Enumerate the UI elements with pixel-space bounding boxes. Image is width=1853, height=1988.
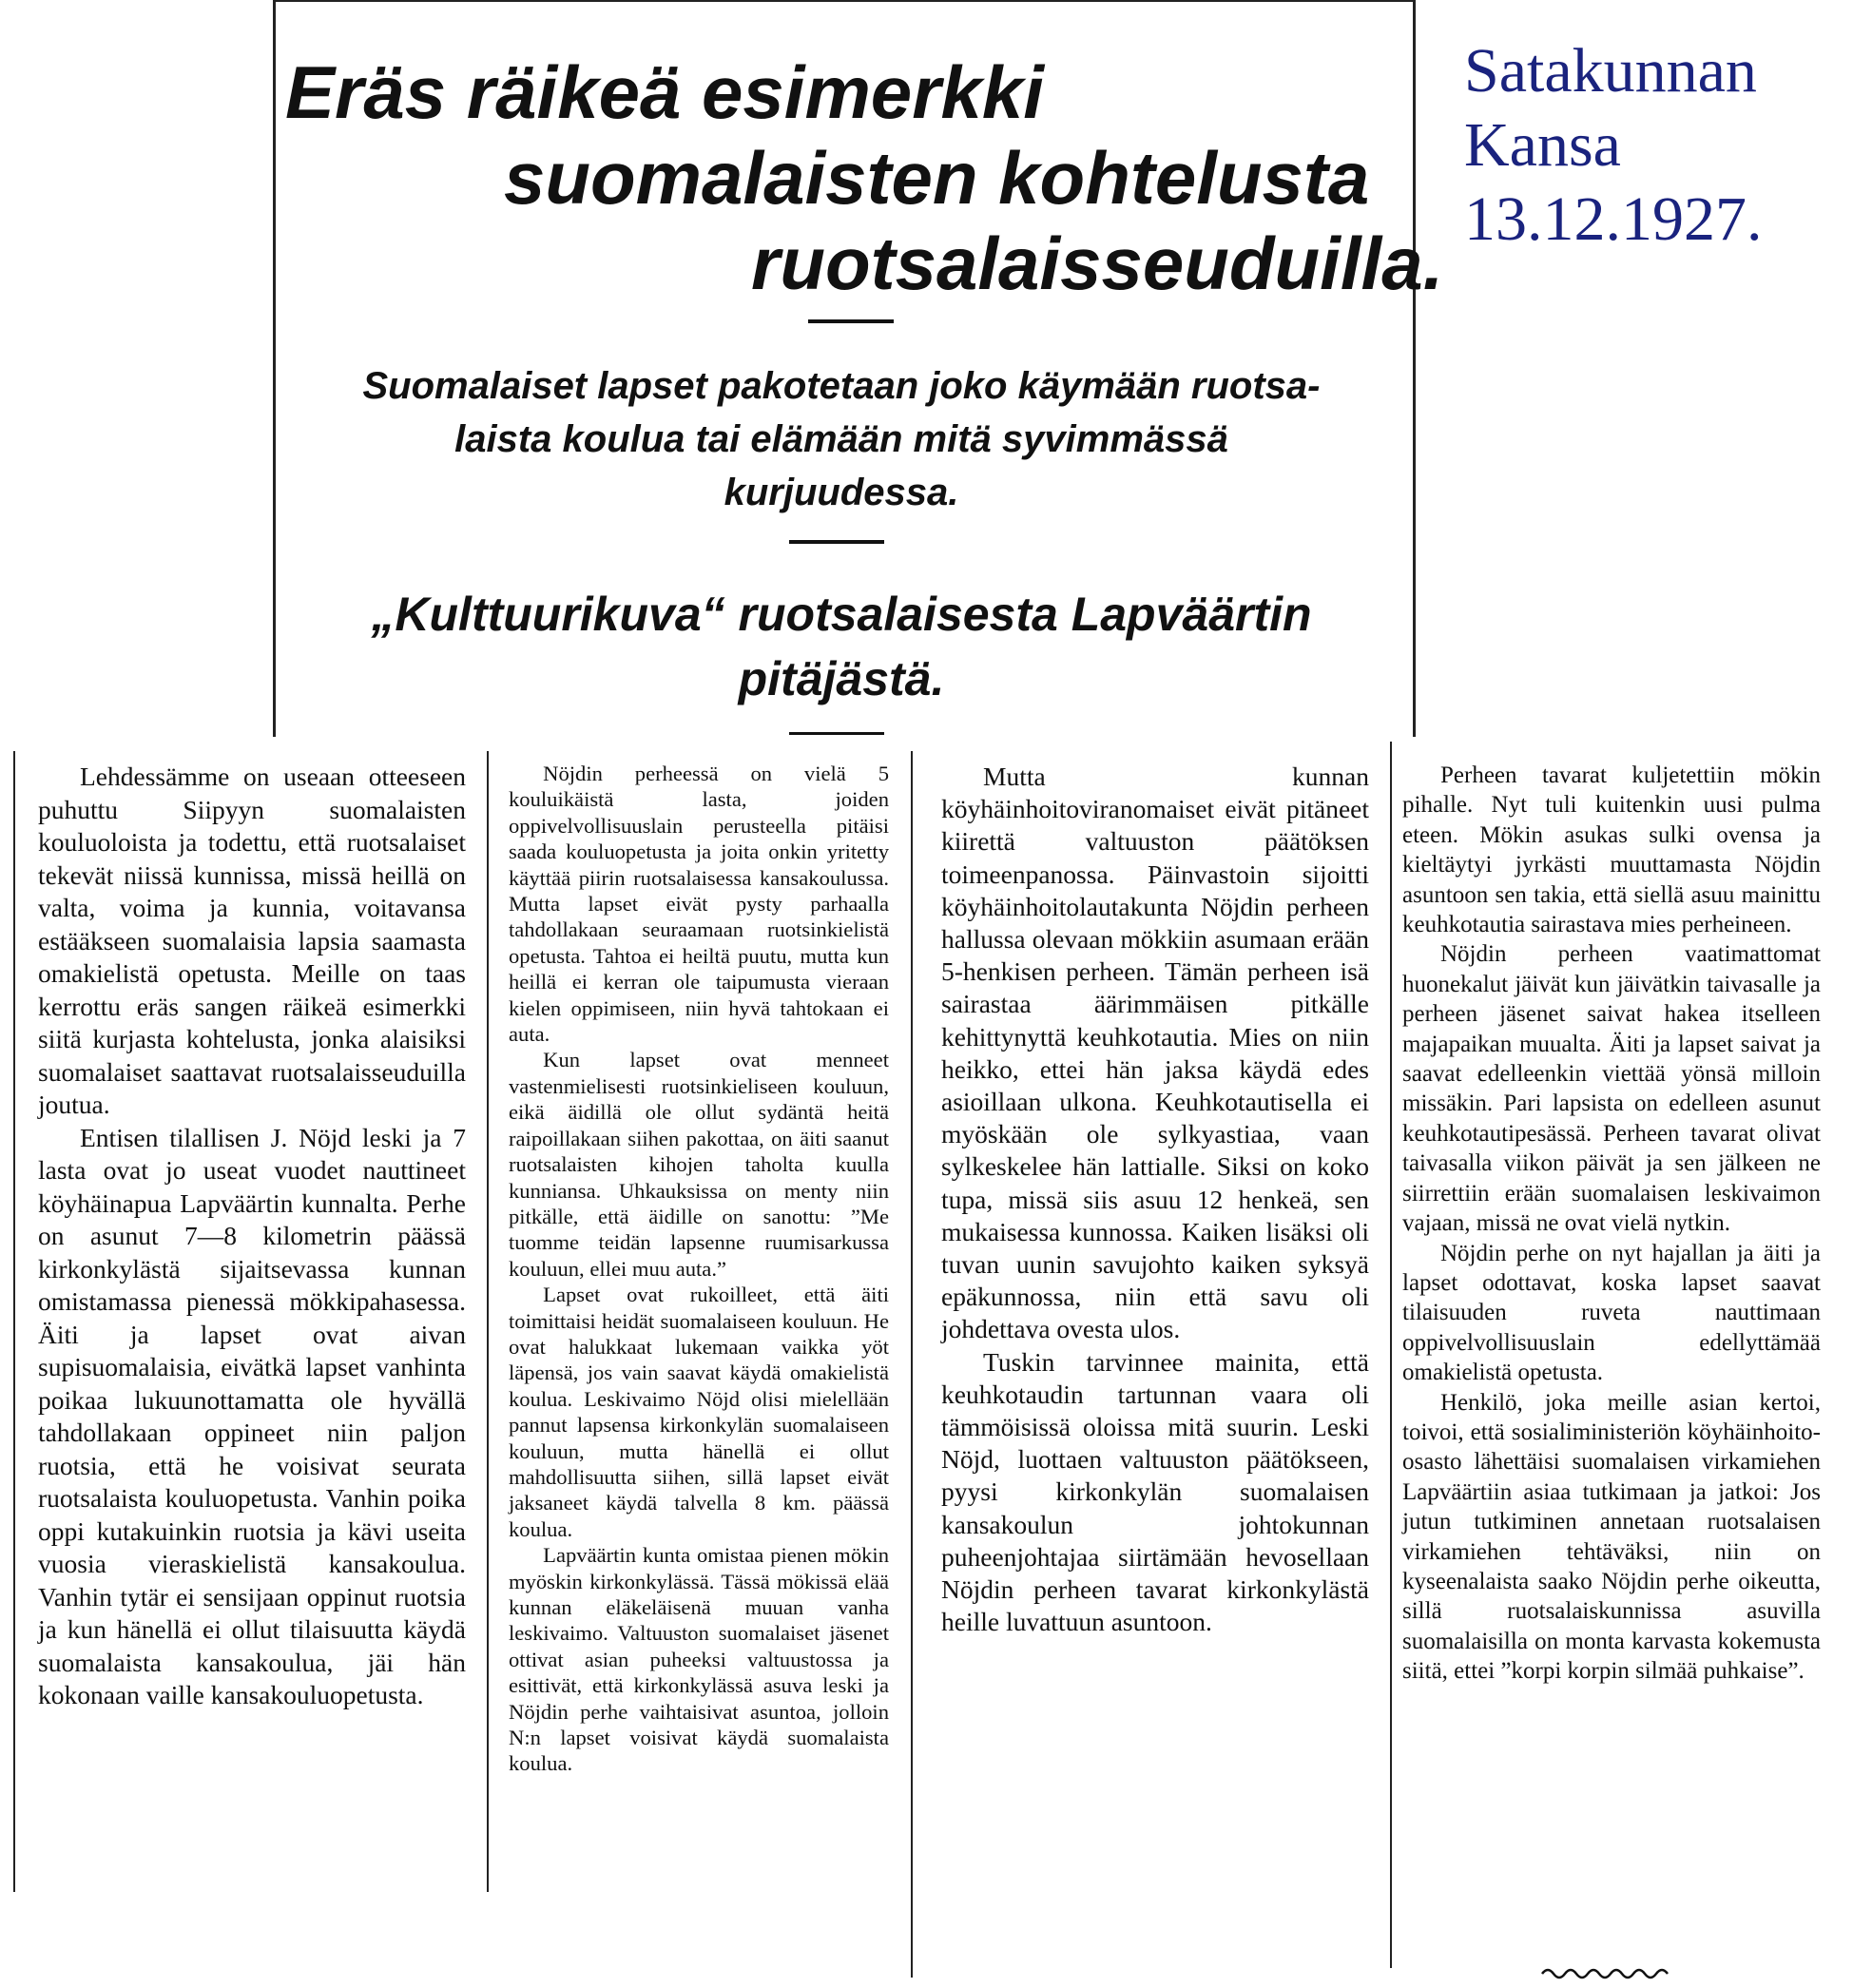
headline-line-3: ruotsalaisseuduilla.	[751, 222, 1444, 305]
headline-box-top-rule	[273, 0, 1416, 2]
column-rule-left	[13, 751, 15, 1892]
source-newspaper-line-1: Satakunnan	[1464, 36, 1757, 106]
subheadline2-line-2: pitäjästä.	[738, 652, 945, 705]
article-paragraph: Tuskin tarvinnee mainita, että keuhkotaudin tartunnan vaara oli tämmöisissä oloissa mitä suurin. Leski Nöjd, luottaen valtuuston päätökseen, pyysi kirkonkylän suomalaisen kansakoulun johtokunnan puheenjohtajaa siirtämään hevosellaan Nöjdin perheen tavarat kirkonkylästä heille luvattuun asuntoon.	[941, 1346, 1369, 1637]
column-rule-3	[1390, 742, 1392, 1968]
subheadline-line-2: laista koulua tai elämään mitä syvimmässä	[454, 418, 1228, 460]
article-paragraph: Mutta kunnan köyhäinhoitoviranomaiset eivät pitäneet kiirettä valtuuston päätöksen toimeenpanossa. Päinvastoin sijoitti köyhäinhoitolautakunta Nöjdin perheen hallussa olevaan mökkiin asumaan erään 5-henkisen perheen. Tämän perheen isä sairastaa äärimmäisen pitkälle kehittynyttä keuhkotautia. Mies on niin heikko, ettei hän jaksa käydä edes asioillaan ulkona. Keuhkotautisella ei myöskään ole sylkyastiaa, vaan sylkeskelee hän lattialle. Siksi on koko tupa, missä siis asuu 12 henkeä, sen mukaisessa kunnossa. Kaiken lisäksi oli tuvan uunin savujohto kaiken syksyä epäkunnossa, niin että savu oli johdettava ovesta ulos.	[941, 762, 1369, 1344]
article-paragraph: Perheen tavarat kuljetettiin mökin pihalle. Nyt tuli kuitenkin uusi pulma eteen. Mökin asukas sulki ovensa ja kieltäytyi jyrkästi muuttamasta Nöjdin asuntoon sen takia, että siellä asuu mainittu keuhkotautia sairastava mies perheineen.	[1402, 762, 1821, 938]
article-paragraph: Lapset ovat rukoilleet, että äiti toimittaisi heidät suomalaiseen kouluun. He ovat halukkaat lukemaan vaikka yöt läpensä, jos vain saavat käydä omakielistä koulua. Leskivaimo Nöjd olisi mielellään pannut lapsensa kirkonkylän suomalaiseen kouluun, mutta hänellä ei ollut mahdollisuutta siihen, sillä lapset eivät jaksaneet käydä talvella 8 km. päässä koulua.	[509, 1283, 889, 1541]
headline-box-right-rule	[1413, 0, 1416, 737]
article-paragraph: Entisen tilallisen J. Nöjd leski ja 7 lasta ovat jo useat vuodet nauttineet köyhäinapua Lapväärtin kunnalta. Perhe on asunut 7—8 kilometrin päässä kirkonkylästä sijaitsevassa kunnan omistamassa pienessä mökkipahasessa. Äiti ja lapset ovat aivan supisuomalaisia, eivätkä lapset vanhinta poikaa lukuunottamatta ole hyvällä tahdollakaan oppineet niin paljon ruotsia, että he voisivat seurata ruotsalaista kouluopetusta. Vanhin poika oppi kutakuinkin ruotsia ja kävi useita vuosia vieraskielistä kansakoulua. Vanhin tytär ei sensijaan oppinut ruotsia ja kun hänellä ei ollut tilaisuutta käydä suomalaista kansakoulua, jäi hän kokonaan vaille kansakouluopetusta.	[38, 1122, 466, 1709]
end-ornament-wavy-line	[1540, 1964, 1673, 1981]
article-paragraph: Kun lapset ovat menneet vastenmielisesti ruotsinkieliseen kouluun, eikä äidillä ole ollut sydäntä heitä raipoillakaan siihen pakottaa, on äiti saanut ruotsalaisten kihojen taholta kuulla kunniansa. Uhkauksissa on menty niin pitkälle, että äidille on sanottu: ”Me tuomme teidän lapsenne ruumisarkussa kouluun, ellei muu auta.”	[509, 1048, 889, 1281]
headline	[276, 49, 1444, 306]
source-caption	[1464, 34, 1763, 257]
article-paragraph: Nöjdin perheessä on vielä 5 kouluikäistä lasta, joiden oppivelvollisuuslain perusteella pitäisi saada kouluopetusta ja joita onkin yritetty käyttää piirin ruotsalaisessa kansakoulussa. Mutta lapset eivät pysty parhaalla tahdollakaan seuraamaan ruotsinkielistä opetusta. Tahtoa ei heiltä puutu, mutta kun heillä ei kerran ole taipumusta vieraan kielen oppimiseen, niin hyvä tahtokaan ei auta.	[509, 762, 889, 1047]
column-rule-2	[911, 751, 913, 1978]
subheadline-culture-picture	[276, 582, 1407, 711]
article-paragraph: Lehdessämme on useaan otteeseen puhuttu Siipyyn suomalaisten kouluoloista ja todettu, että ruotsalaiset tekevät niissä kunnissa, missä heillä on valta, voima ja kunnia, voitavansa estääkseen suomalaisia lapsia saamasta omakielistä opetusta. Meille on taas kerrottu eräs sangen räikeä esimerkki siitä kurjasta kohtelusta, jonka alaisiksi suomalaiset saattavat ruotsalaisseuduilla joutua.	[38, 762, 466, 1119]
article-paragraph: Nöjdin perhe on nyt hajallan ja äiti ja lapset odottavat, koska lapset saavat tilaisuuden ruveta nauttimaan oppivelvollisuuslain edellyttämää omakielistä opetusta.	[1402, 1240, 1821, 1386]
article-column-1	[38, 761, 466, 1712]
subheadline-line-1: Suomalaiset lapset pakotetaan joko käymään ruotsa-	[362, 365, 1321, 407]
article-paragraph: Henkilö, joka meille asian kertoi, toivoi, että sosialiministeriön köyhäinhoito-osasto lähettäisi suomalaisen virkamiehen Lapväärtiin asiaa tutkimaan ja jatkoi: Jos jutun tutkiminen annetaan ruotsalaisen virkamiehen tehtäväksi, niin on kyseenalaista saako Nöjdin perhe oikeutta, sillä ruotsalaiskunnissa asuvilla suomalaisilla on monta karvasta kokemusta siitä, ettei ”korpi korpin silmää puhkaise”.	[1402, 1389, 1821, 1685]
article-paragraph: Lapväärtin kunta omistaa pienen mökin myöskin kirkonkylässä. Tässä mökissä elää kunnan eläkeläisenä muuan vanha leskivaimo. Valtuuston suomalaiset jäsenet ottivat asian puheeksi valtuustossa ja esittivät, että kirkonkylässä asuva leski ja Nöjdin perhe vaihtaisivat asuntoa, jolloin N:n lapset voisivat käydä suomalaista koulua.	[509, 1543, 889, 1776]
headline-separator	[808, 319, 894, 323]
subheadline-separator	[789, 540, 884, 544]
article-paragraph: Nöjdin perheen vaatimattomat huonekalut jäivät kun jäivätkin taivasalle ja perheen jäsenet saivat hakea itselleen majapaikan muualta. Äiti ja lapset saivat ja saavat edelleenkin viettää yönsä milloin missäkin. Pari lapsista on edelleen asunut keuhkotautipesässä. Perheen tavarat olivat taivasalla viikon päivät ja sen jälkeen ne siirrettiin erään suomalaisen leskivaimon vajaan, missä ne ovat vielä nytkin.	[1402, 941, 1821, 1237]
subheadline	[285, 359, 1398, 519]
subheadline-line-3: kurjuudessa.	[724, 472, 959, 513]
subheadline2-separator	[789, 732, 884, 735]
headline-line-1: Eräs räikeä esimerkki	[285, 50, 1044, 134]
article-column-4	[1402, 761, 1821, 1687]
headline-line-2: suomalaisten kohtelusta	[504, 136, 1370, 220]
column-rule-1	[487, 751, 489, 1892]
article-column-3	[941, 761, 1369, 1638]
article-column-2	[509, 761, 889, 1777]
source-date: 13.12.1927.	[1464, 184, 1763, 254]
source-newspaper-line-2: Kansa	[1464, 110, 1621, 180]
subheadline2-line-1: „Kulttuurikuva“ ruotsalaisesta Lapväärtin	[371, 588, 1312, 641]
